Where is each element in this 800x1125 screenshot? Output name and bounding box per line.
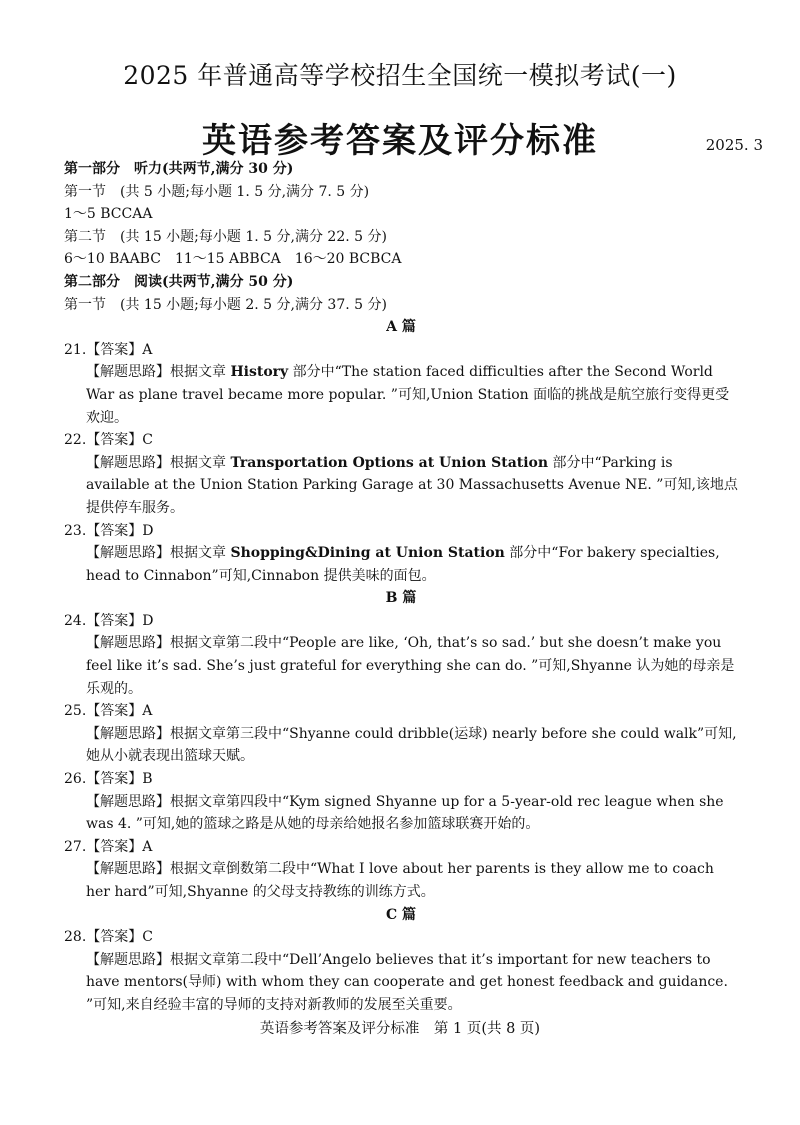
passage-a-heading: A 篇 [386, 319, 416, 336]
part1-section2: 第二节 (共 15 小题;每小题 1. 5 分,满分 22. 5 分) [64, 228, 387, 245]
passage-b-heading: B 篇 [385, 590, 417, 607]
explanation-26: 【解题思路】根据文章第四段中“Kym signed Shyanne up for a 5-year-old rec league when she was 4. ”可知,她的篮球之路是从她的母亲给她报名参加篮球联赛开始的。 [86, 793, 724, 833]
answer-22: 22.【答案】C [64, 432, 153, 449]
explanation-23: 【解题思路】根据文章 Shopping&Dining at Union Station 部分中“For bakery specialties, head to Cinnabon”可知,Cinnabon 提供美味的面包。 [86, 545, 720, 584]
explanation-24: 【解题思路】根据文章第二段中“People are like, ‘Oh, that’s so sad.’ but she doesn’t make you feel like it’s sad. She’s just grateful for everything she can do. ”可知,Shyanne 认为她的母亲是乐观的。 [86, 635, 735, 697]
answer-21: 21.【答案】A [64, 341, 153, 358]
answer-24: 24.【答案】D [64, 612, 154, 629]
explanation-27: 【解题思路】根据文章倒数第二段中“What I love about her parents is they allow me to coach her hard”可知,Shyanne 的父母支持教练的训练方式。 [86, 861, 714, 900]
answer-28: 28.【答案】C [64, 929, 153, 946]
answer-26: 26.【答案】B [64, 771, 153, 788]
part1-heading: 第一部分 听力(共两节,满分 30 分) [64, 161, 294, 177]
answer-23: 23.【答案】D [64, 522, 154, 539]
exam-title: 2025 年普通高等学校招生全国统一模拟考试(一) [123, 61, 677, 90]
explanation-28: 【解题思路】根据文章第二段中“Dell’Angelo believes that it’s important for new teachers to have mentors(导师) with whom they can cooperate and get honest feedback and guidance. ”可知,来自经验丰富的导师的支持对新教师的发展至关重要。 [86, 951, 728, 1013]
answer-key-title: 英语参考答案及评分标准 [202, 121, 598, 161]
explanation-21: 【解题思路】根据文章 History 部分中“The station faced difficulties after the Second World War as plane travel became more popular. ”可知,Union Station 面临的挑战是航空旅行变得更受欢迎。 [86, 364, 730, 426]
explanation-25: 【解题思路】根据文章第三段中“Shyanne could dribble(运球) nearly before she could walk”可知,她从小就表现出篮球天赋。 [86, 725, 737, 765]
answer-25: 25.【答案】A [64, 703, 153, 720]
part1-answers-1: 1～5 BCCAA [64, 206, 153, 223]
page-footer: 英语参考答案及评分标准 第 1 页(共 8 页) [259, 1021, 541, 1037]
passage-c-heading: C 篇 [385, 906, 417, 923]
part1-section1: 第一节 (共 5 小题;每小题 1. 5 分,满分 7. 5 分) [64, 183, 370, 200]
part2-heading: 第二部分 阅读(共两节,满分 50 分) [64, 273, 294, 290]
answer-27: 27.【答案】A [64, 838, 153, 855]
part2-section1: 第一节 (共 15 小题;每小题 2. 5 分,满分 37. 5 分) [64, 296, 387, 313]
explanation-22: 【解题思路】根据文章 Transportation Options at Union Station 部分中“Parking is available at the Union Station Parking Garage at 30 Massachusetts Avenue NE. ”可知,该地点提供停车服务。 [86, 454, 738, 516]
part1-answers-2: 6～10 BAABC 11～15 ABBCA 16～20 BCBCA [64, 251, 402, 268]
answer-body [64, 158, 738, 1017]
exam-date: 2025. 3 [705, 136, 763, 154]
